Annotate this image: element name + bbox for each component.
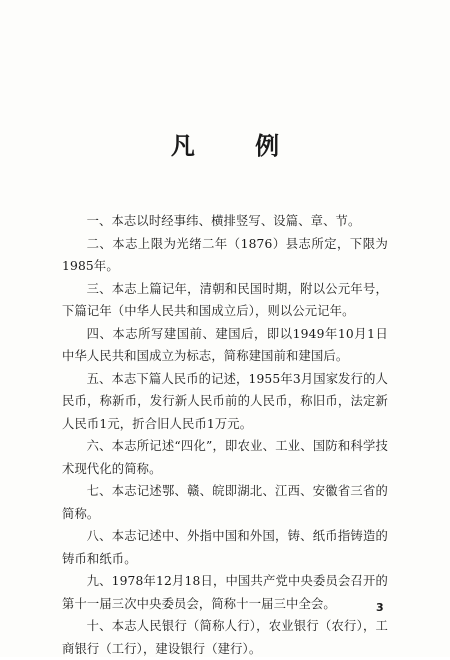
guideline-item-8: 八、本志记述中、外指中国和外国，铸、纸币指铸造的铸币和纸币。 bbox=[62, 529, 388, 566]
page-number: 3 bbox=[376, 601, 384, 614]
guideline-item-2: 二、本志上限为光绪二年（1876）县志所定，下限为1985年。 bbox=[62, 236, 388, 273]
guideline-item-9: 九、1978年12月18日，中国共产党中央委员会召开的第十一届三次中央委员会，简称十一届三中全会。 bbox=[62, 574, 388, 611]
guideline-item-6: 六、本志所记述“四化”，即农业、工业、国防和科学技术现代化的简称。 bbox=[62, 439, 388, 476]
guideline-item-1: 一、本志以时经事纬、横排竖写、设篇、章、节。 bbox=[86, 214, 361, 228]
guideline-item-4: 四、本志所写建国前、建国后，即以1949年10月1日中华人民共和国成立为标志，简称建国前和建国后。 bbox=[62, 326, 388, 363]
guideline-item-7: 七、本志记述鄂、赣、皖即湖北、江西、安徽省三省的简称。 bbox=[62, 484, 388, 521]
guideline-item-10: 十、本志人民银行（简称人行），农业银行（农行），工商银行（工行），建设银行（建行）。 bbox=[62, 619, 388, 656]
guideline-item-5: 五、本志下篇人民币的记述，1955年3月国家发行的人民币，称新币，发行新人民币前的人民币，称旧币，法定新人民币1元，折合旧人民币1万元。 bbox=[62, 371, 388, 431]
page-title: 凡 例 bbox=[170, 132, 306, 160]
guideline-item-3: 三、本志上篇记年，清朝和民国时期，附以公元年号，下篇记年（中华人民共和国成立后），则以公元记年。 bbox=[62, 281, 388, 318]
guidelines-list bbox=[62, 210, 388, 660]
